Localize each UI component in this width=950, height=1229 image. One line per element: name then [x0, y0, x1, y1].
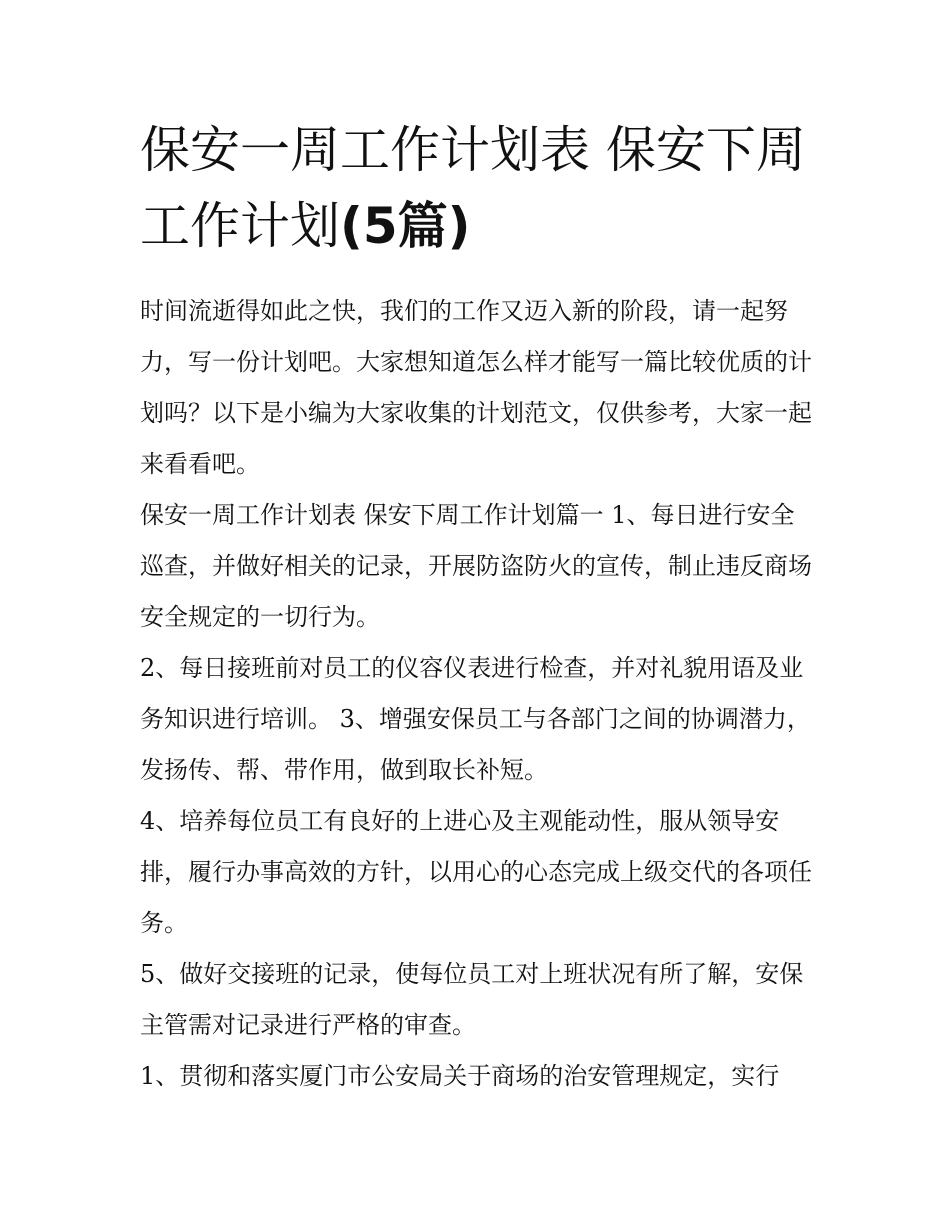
document-title — [140, 112, 816, 264]
paragraph-intro: 时间流逝得如此之快，我们的工作又迈入新的阶段，请一起努力，写一份计划吧。大家想知道怎么样才能写一篇比较优质的计划吗？以下是小编为大家收集的计划范文，仅供参考，大家一起来看看吧。 — [140, 297, 812, 478]
paragraph-item-5: 5、做好交接班的记录，使每位员工对上班状况有所了解，安保主管需对记录进行严格的审查。 — [140, 960, 804, 1039]
paragraph-item-2-3: 2、每日接班前对员工的仪容仪表进行检查，并对礼貌用语及业务知识进行培训。 3、增强安保员工与各部门之间的协调潜力，发扬传、帮、带作用，做到取长补短。 — [140, 654, 811, 784]
title-suffix: (5篇) — [340, 197, 471, 255]
title-main: 保安一周工作计划表 保安下周工作计划 — [140, 121, 806, 255]
paragraph-item-4: 4、培养每位员工有良好的上进心及主观能动性，服从领导安排，履行办事高效的方针，以用心的心态完成上级交代的各项任务。 — [140, 807, 812, 937]
document-body — [140, 112, 816, 1102]
paragraph-item-next-1: 1、贯彻和落实厦门市公安局关于商场的治安管理规定，实行 — [140, 1062, 780, 1090]
paragraph-item-1: 保安一周工作计划表 保安下周工作计划篇一 1、每日进行安全巡查，并做好相关的记录，开展防盗防火的宣传，制止违反商场安全规定的一切行为。 — [140, 501, 812, 631]
